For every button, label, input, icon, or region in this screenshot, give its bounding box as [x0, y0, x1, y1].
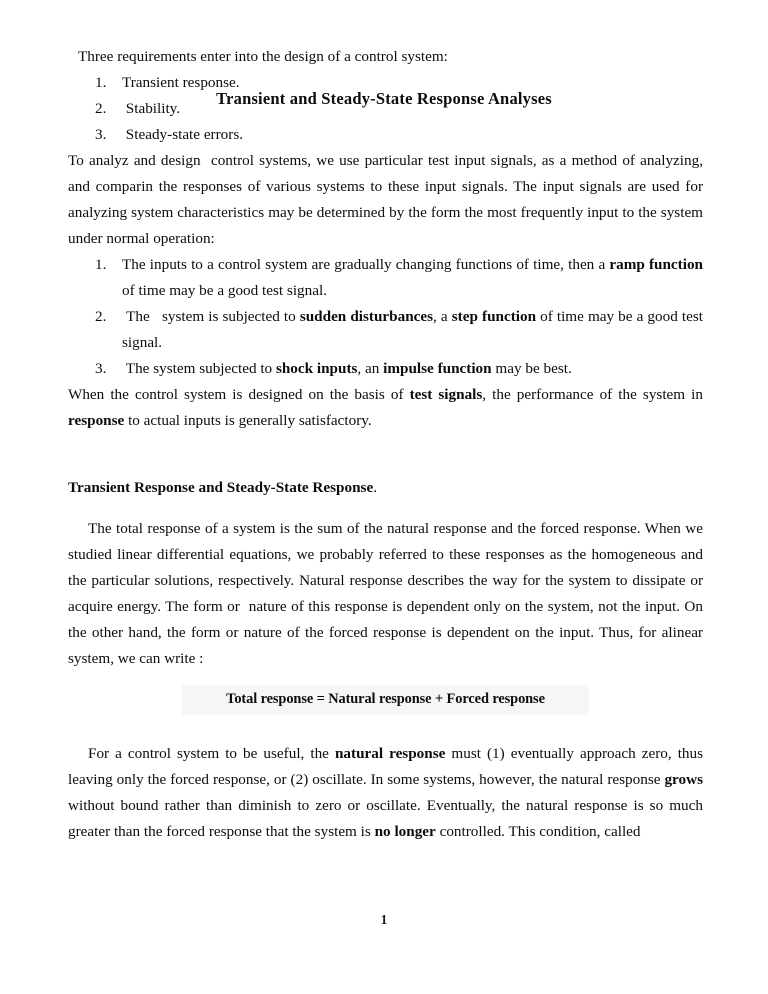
page-title: Transient and Steady-State Response Analyses	[216, 89, 552, 108]
emphasis-term: grows	[664, 771, 703, 789]
list-item-text-part: The system subjected to	[122, 360, 276, 377]
spacer	[68, 715, 703, 741]
list-item	[68, 304, 707, 356]
spacer	[68, 672, 703, 685]
signal-cases-list	[68, 252, 707, 382]
spacer	[68, 0, 703, 44]
equation-total-response: Total response = Natural response + Forced response	[182, 685, 589, 715]
section-heading	[68, 475, 703, 501]
emphasis-term: step function	[451, 308, 537, 325]
text-part: controlled. This condition, called	[435, 823, 641, 841]
list-item	[68, 122, 703, 148]
text-part: to actual inputs is generally satisfactory.	[124, 412, 372, 429]
emphasis-term: response	[68, 412, 125, 429]
emphasis-term: ramp function	[609, 256, 703, 273]
list-item	[68, 252, 707, 304]
text-part: When the control system is designed on the basis of	[68, 386, 410, 403]
list-item	[68, 70, 703, 96]
emphasis-term: sudden disturbances	[299, 308, 434, 325]
list-marker: 3.	[95, 126, 107, 143]
emphasis-term: shock inputs	[275, 360, 358, 377]
list-item-text-part: of time may be a good test signal.	[122, 256, 707, 299]
list-item-text-part: of time may be a good test signal.	[122, 308, 707, 351]
list-item-text: Steady-state errors.	[122, 126, 244, 143]
text-part: must (1) eventually approach zero, thus leaving only the forced response, or (2) oscillate. In some systems, however, the natural response	[68, 745, 704, 789]
list-item-text: Stability.	[122, 100, 181, 117]
intro-lead: Three requirements enter into the design of a control system:	[78, 48, 448, 65]
list-item-text-part: The system is subjected to	[122, 308, 300, 325]
equation-container	[68, 685, 703, 715]
emphasis-term: test signals	[409, 386, 483, 403]
paragraph-useful	[68, 741, 703, 845]
list-item-text: Transient response.	[122, 74, 240, 91]
paragraph-when-designed	[68, 382, 703, 434]
emphasis-term: impulse function	[383, 360, 492, 377]
text-part: , the performance of the system in	[482, 386, 703, 403]
requirements-list	[68, 70, 703, 148]
list-item	[68, 96, 703, 122]
page-number-footer: 1	[380, 912, 388, 927]
list-marker: 1.	[95, 74, 107, 91]
list-item-text-part: , an	[357, 360, 384, 377]
list-item	[68, 356, 703, 382]
text-part: For a control system to be useful, the	[88, 745, 335, 763]
list-marker: 2.	[95, 100, 107, 117]
emphasis-term: no longer	[374, 823, 436, 841]
spacer	[68, 434, 703, 460]
section-heading-period: .	[373, 479, 377, 497]
text-part: without bound rather than diminish to zero or oscillate. Eventually, the natural response is so much greater than the forced response that the system is	[68, 797, 703, 841]
section-heading-text: Transient Response and Steady-State Response	[68, 479, 374, 497]
list-item-text-part: may be best.	[491, 360, 572, 377]
list-item-text-part: The inputs to a control system are gradually changing functions of time, then a	[122, 256, 610, 273]
list-marker: 1.	[95, 256, 107, 273]
list-marker: 3.	[95, 360, 107, 377]
emphasis-term: natural response	[334, 745, 446, 763]
paragraph-test-signals: To analyz and design control systems, we use particular test input signals, as a method of analyzing, and comparin the responses of various systems to these input signals. The input signals are used for analyzing system characteristics may be determined by the form the most frequently input to the system under normal operation:	[68, 152, 707, 247]
list-item-text-part: , a	[433, 308, 452, 325]
list-marker: 2.	[95, 308, 107, 325]
paragraph-total-response: The total response of a system is the sum of the natural response and the forced response. When we studied linear differential equations, we probably referred to these responses as the homogeneous and the particular solutions, respectively. Natural response describes the way for the system to dissipate or acquire energy. The form or nature of this response is dependent only on the system, not the input. On the other hand, the form or nature of the forced response is dependent on the input. Thus, for alinear system, we can write :	[68, 520, 707, 668]
document-body	[68, 0, 707, 845]
